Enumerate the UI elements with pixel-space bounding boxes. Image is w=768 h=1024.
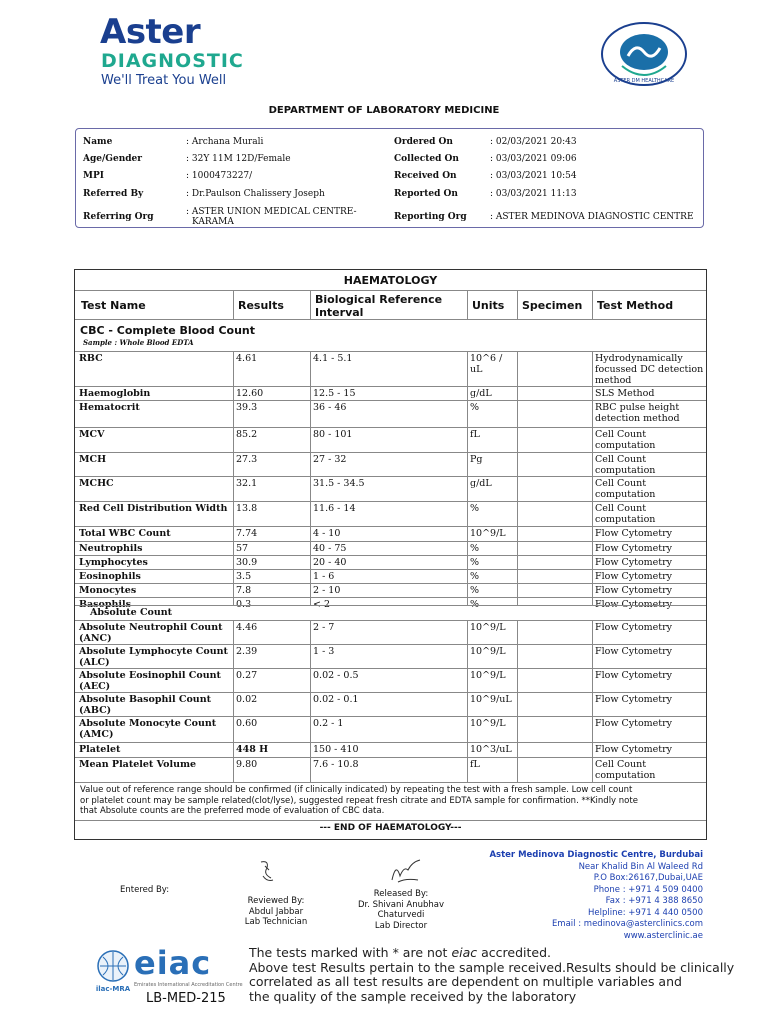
seal-text: ASTER DM HEALTHCARE [613, 78, 675, 84]
result-value: 9.80 [236, 759, 258, 770]
released-label: Released By: [373, 889, 429, 899]
test-method-2: detection method [595, 413, 680, 424]
lab-code: LB-MED-215 [146, 991, 226, 1006]
test-name: Absolute Eosinophil Count [79, 670, 221, 681]
reference-interval: 150 - 410 [313, 744, 359, 755]
unit: fL [470, 429, 480, 440]
test-method-2: computation [595, 770, 656, 781]
test-name: Total WBC Count [79, 528, 171, 539]
unit: % [470, 402, 480, 413]
test-method: RBC pulse height [595, 402, 680, 413]
result-value: 0.27 [236, 670, 258, 681]
brand-logo-name: Aster [100, 12, 201, 52]
reference-interval: 0.02 - 0.1 [313, 694, 359, 705]
test-method: Flow Cytometry [595, 543, 673, 554]
test-name: Lymphocytes [79, 557, 148, 568]
test-name: Haemoglobin [79, 388, 151, 399]
director-name-1: Dr. Shivani Anubhav [357, 899, 445, 910]
age-value: : 32Y 11M 12D/Female [186, 154, 291, 164]
test-method-2: computation [595, 465, 656, 476]
panel-title: CBC - Complete Blood Count [80, 324, 256, 337]
reporting-org-value: : ASTER MEDINOVA DIAGNOSTIC CENTRE [490, 212, 694, 222]
ilac-logo-text: ilac-MRA [95, 985, 131, 993]
helpline: Helpline: +971 4 440 0500 [588, 907, 703, 918]
result-value: 13.8 [236, 503, 258, 514]
email-link[interactable]: Email : medinova@asterclinics.com [551, 919, 703, 929]
result-value: 0.3 [236, 599, 252, 610]
test-name: Absolute Lymphocyte Count [79, 646, 228, 657]
section-title: HAEMATOLOGY [343, 274, 438, 287]
col-results: Results [238, 299, 284, 312]
test-name: Platelet [79, 744, 121, 755]
result-value: 27.3 [236, 454, 258, 465]
reference-interval: 12.5 - 15 [313, 388, 356, 399]
mpi-label: MPI [83, 171, 104, 181]
test-method: SLS Method [595, 388, 655, 399]
collected-label: Collected On [394, 154, 459, 164]
test-name: MCHC [79, 478, 114, 489]
reference-interval: 11.6 - 14 [313, 503, 356, 514]
result-value: 39.3 [236, 402, 258, 413]
test-method: Flow Cytometry [595, 557, 673, 568]
reference-interval: 36 - 46 [313, 402, 347, 413]
reference-interval: 2 - 7 [313, 622, 335, 633]
director-name-2: Chaturvedi [377, 910, 425, 920]
received-value: : 03/03/2021 10:54 [490, 171, 577, 181]
col-units: Units [472, 299, 505, 312]
fax: Fax : +971 4 388 8650 [605, 896, 703, 906]
test-method: Cell Count [595, 503, 647, 514]
patient-info-box [75, 128, 704, 228]
name-value: : Archana Murali [186, 137, 264, 147]
phone: Phone : +971 4 509 0400 [593, 884, 703, 895]
department-title: DEPARTMENT OF LABORATORY MEDICINE [268, 105, 500, 116]
reference-interval: 4.1 - 5.1 [313, 353, 353, 364]
entered-by: Entered By: [120, 885, 170, 895]
result-value: 0.60 [236, 718, 258, 729]
brand-tagline: We'll Treat You Well [101, 73, 227, 88]
reference-interval: 2 - 10 [313, 585, 341, 596]
received-label: Received On [394, 171, 457, 181]
unit-2: uL [470, 364, 483, 375]
result-value: 30.9 [236, 557, 258, 568]
test-name: Absolute Basophil Count [79, 694, 211, 705]
unit: 10^9/uL [470, 694, 512, 705]
unit: 10^6 / [470, 353, 503, 364]
unit: 10^9/L [470, 646, 506, 657]
website-link[interactable]: www.asterclinic.ae [623, 930, 703, 941]
reference-interval: 0.02 - 0.5 [313, 670, 359, 681]
director-title: Lab Director [374, 920, 428, 931]
unit: g/dL [470, 478, 492, 489]
reviewed-by [236, 896, 316, 928]
reported-label: Reported On [394, 189, 458, 199]
unit: Pg [470, 454, 483, 465]
unit: % [470, 585, 480, 596]
reporting-org-label: Reporting Org [394, 212, 467, 222]
test-method-2: focussed DC detection [595, 364, 704, 375]
test-method: Flow Cytometry [595, 646, 673, 657]
result-value: 448 H [236, 744, 269, 755]
col-test-name: Test Name [81, 299, 146, 312]
unit: 10^9/L [470, 528, 506, 539]
result-value: 57 [236, 543, 249, 554]
referred-value: : Dr.Paulson Chalissery Joseph [186, 189, 325, 199]
test-method: Flow Cytometry [595, 585, 673, 596]
disclaimer-line-1: The tests marked with * are not eiac accredited. [249, 945, 551, 960]
reference-interval: 0.2 - 1 [313, 718, 344, 729]
test-name: Monocytes [79, 585, 137, 596]
reference-interval: 4 - 10 [313, 528, 341, 539]
test-method: Cell Count [595, 759, 647, 770]
test-method-2: computation [595, 489, 656, 500]
referring-org-label: Referring Org [83, 212, 154, 222]
reference-interval: < 2 [313, 599, 331, 610]
test-name-2: (AEC) [79, 681, 111, 692]
reviewer-signature [255, 858, 279, 884]
referred-label: Referred By [83, 189, 144, 199]
sample-type: Sample : Whole Blood EDTA [83, 338, 194, 347]
referring-org-value-2: KARAMA [192, 217, 234, 227]
col-method: Test Method [597, 299, 674, 312]
reviewed-label: Reviewed By: [247, 896, 305, 906]
unit: % [470, 599, 480, 610]
disclaimer-line-2: Above test Results pertain to the sample received.Results should be clinically [249, 959, 735, 975]
eiac-logo-caption: Emirates International Accreditation Centre [134, 982, 243, 988]
absolute-count-heading: Absolute Count [90, 607, 173, 618]
test-name: Absolute Neutrophil Count [79, 622, 223, 633]
unit: fL [470, 759, 480, 770]
name-label: Name [83, 137, 113, 147]
test-name: Basophils [79, 599, 131, 610]
result-value: 4.46 [236, 622, 258, 633]
result-value: 0.02 [236, 694, 258, 705]
test-name: Eosinophils [79, 571, 141, 582]
test-name-2: (ANC) [79, 633, 112, 644]
unit: % [470, 503, 480, 514]
test-name: Mean Platelet Volume [79, 759, 197, 770]
result-value: 7.74 [236, 528, 258, 539]
reference-interval: 80 - 101 [313, 429, 353, 440]
test-method: Flow Cytometry [595, 599, 673, 610]
aster-dm-seal-icon [600, 22, 688, 86]
test-name-2: (ABC) [79, 705, 112, 716]
test-name: Neutrophils [79, 543, 143, 554]
centre-address-block [440, 850, 703, 942]
referring-org-value-1: : ASTER UNION MEDICAL CENTRE- [186, 207, 357, 217]
address-line-1: Near Khalid Bin Al Waleed Rd [578, 861, 703, 872]
note-line-1: Value out of reference range should be confirmed (if clinically indicated) by repeating the test with a fresh sample. Low cell count [80, 785, 633, 795]
test-name: MCV [79, 429, 105, 440]
col-reference-2: Interval [315, 306, 364, 319]
result-value: 3.5 [236, 571, 252, 582]
result-value: 7.8 [236, 585, 252, 596]
end-of-section: --- END OF HAEMATOLOGY--- [319, 823, 462, 833]
unit: 10^9/L [470, 622, 506, 633]
reported-value: : 03/03/2021 11:13 [490, 189, 577, 199]
test-method: Flow Cytometry [595, 744, 673, 755]
ordered-value: : 02/03/2021 20:43 [490, 137, 577, 147]
unit: % [470, 571, 480, 582]
unit: 10^9/L [470, 718, 506, 729]
result-value: 32.1 [236, 478, 258, 489]
unit: % [470, 557, 480, 568]
unit: g/dL [470, 388, 492, 399]
note-line-2: or platelet count may be sample related(clot/lyse), suggested repeat fresh citrate and EDTA sample for confirmation. **Kindly note [80, 795, 638, 806]
test-method: Flow Cytometry [595, 694, 673, 705]
test-method: Flow Cytometry [595, 622, 673, 633]
test-name-2: (ALC) [79, 657, 110, 668]
unit: % [470, 543, 480, 554]
age-label: Age/Gender [83, 154, 143, 164]
test-name: Hematocrit [79, 402, 140, 413]
test-method: Flow Cytometry [595, 670, 673, 681]
test-name: Absolute Monocyte Count [79, 718, 217, 729]
director-signature [388, 856, 424, 886]
disclaimer [249, 946, 759, 1004]
note-line-3: that Absolute counts are the preferred mode of evaluation of CBC data. [80, 806, 385, 816]
result-value: 12.60 [236, 388, 264, 399]
ilac-mra-logo-icon [92, 948, 134, 994]
result-value: 2.39 [236, 646, 258, 657]
col-reference-1: Biological Reference [315, 293, 443, 306]
reviewer-title: Lab Technician [244, 917, 308, 927]
reference-interval: 7.6 - 10.8 [313, 759, 359, 770]
test-method: Cell Count [595, 454, 647, 465]
centre-name: Aster Medinova Diagnostic Centre, Burdubai [489, 850, 703, 860]
haematology-table [74, 269, 707, 840]
test-name-2: (AMC) [79, 729, 114, 740]
col-specimen: Specimen [522, 299, 583, 312]
collected-value: : 03/03/2021 09:06 [490, 154, 577, 164]
test-method-3: method [595, 375, 632, 386]
test-method: Hydrodynamically [595, 353, 683, 364]
disclaimer-line-3: correlated as all test results are dependent on multiple variables and [249, 974, 682, 989]
result-value: 4.61 [236, 353, 258, 364]
brand-logo-sub: DIAGNOSTIC [101, 50, 244, 72]
test-method: Flow Cytometry [595, 718, 673, 729]
reference-interval: 27 - 32 [313, 454, 347, 465]
reference-interval: 1 - 3 [313, 646, 335, 657]
reference-interval: 31.5 - 34.5 [313, 478, 365, 489]
disclaimer-line-4: the quality of the sample received by the laboratory [249, 988, 577, 1004]
test-method-2: computation [595, 440, 656, 451]
reviewer-name: Abdul Jabbar [248, 906, 304, 917]
test-method: Flow Cytometry [595, 528, 673, 539]
mpi-value: : 1000473227/ [186, 171, 253, 181]
reference-interval: 20 - 40 [313, 557, 347, 568]
reference-interval: 40 - 75 [313, 543, 347, 554]
ordered-label: Ordered On [394, 137, 453, 147]
reference-interval: 1 - 6 [313, 571, 335, 582]
test-method: Cell Count [595, 478, 647, 489]
unit: 10^9/L [470, 670, 506, 681]
test-method: Cell Count [595, 429, 647, 440]
test-name: Red Cell Distribution Width [79, 503, 228, 514]
test-name: MCH [79, 454, 107, 465]
unit: 10^3/uL [470, 744, 512, 755]
test-method: Flow Cytometry [595, 571, 673, 582]
test-method-2: computation [595, 514, 656, 525]
test-name: RBC [79, 353, 103, 364]
address-line-2: P.O Box:26167,Dubai,UAE [593, 873, 703, 883]
eiac-logo: eiac [134, 944, 212, 982]
result-value: 85.2 [236, 429, 258, 440]
